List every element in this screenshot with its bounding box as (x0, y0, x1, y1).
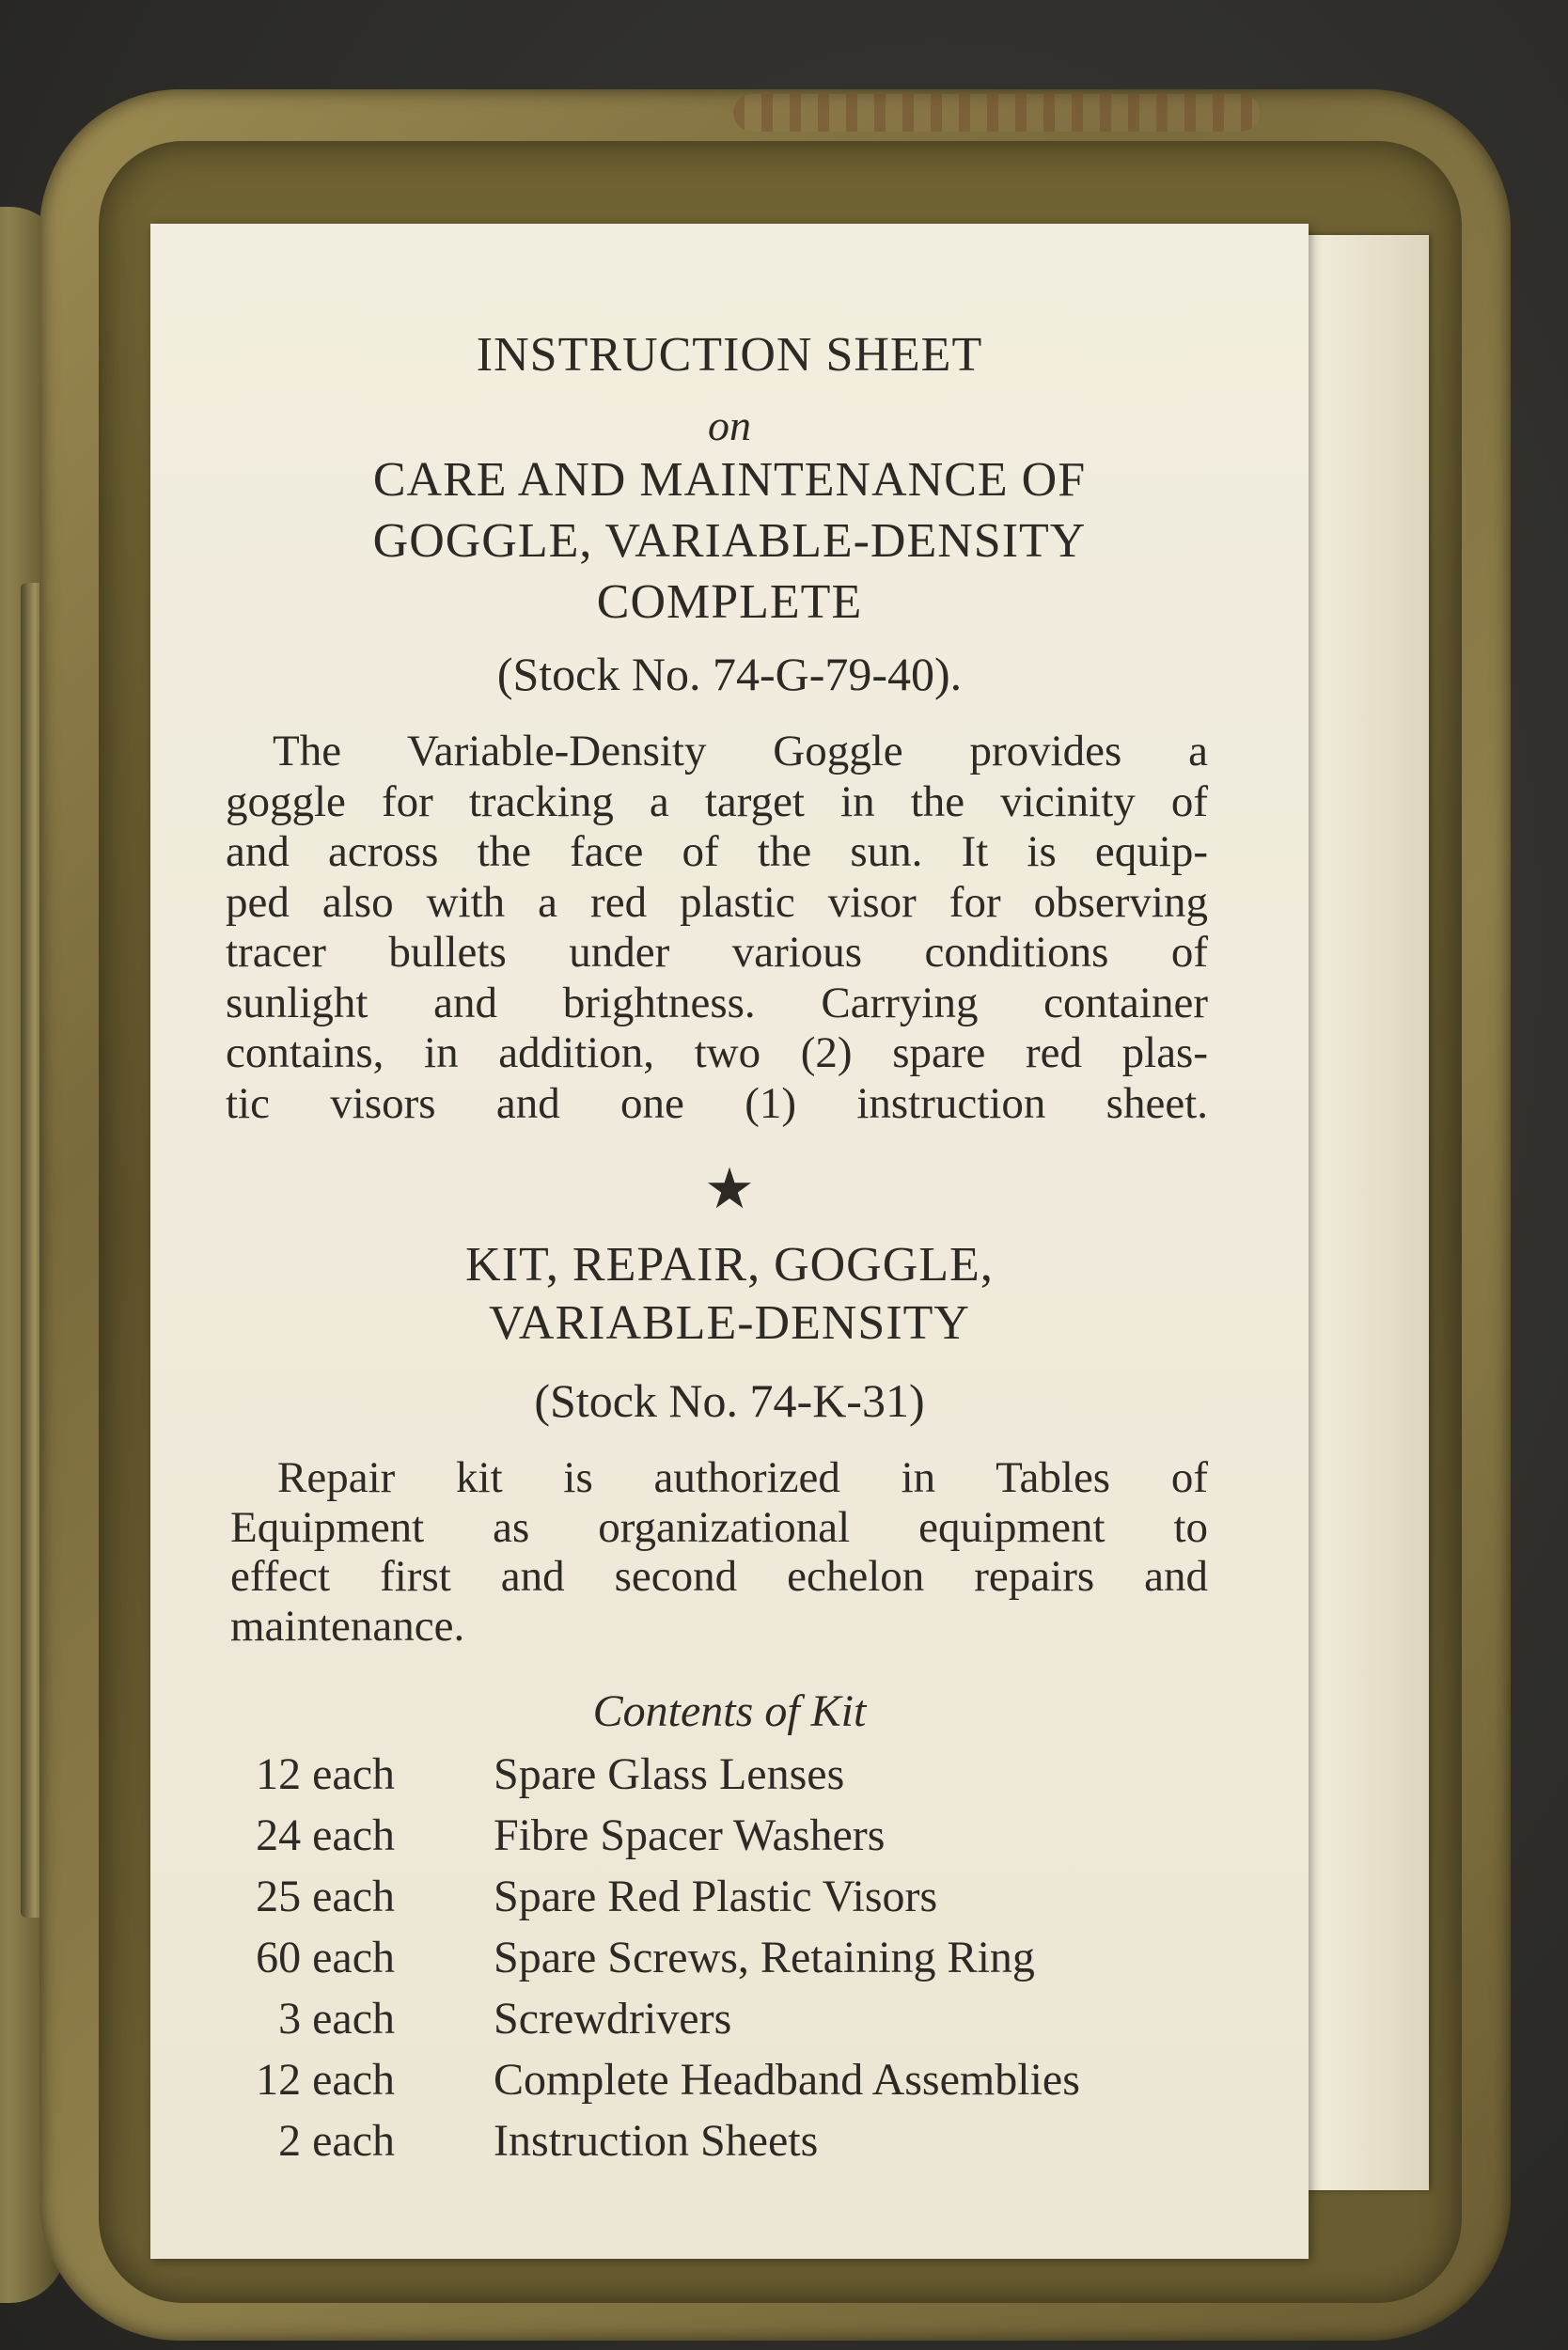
intro-line: sunlight and brightness. Carrying container (226, 978, 1208, 1027)
kit-title-line: VARIABLE-DENSITY (489, 1296, 970, 1350)
intro-line: The Variable-Density Goggle provides a (273, 727, 1208, 776)
intro-line: tracer bullets under various conditions of (226, 928, 1208, 977)
kit-description (230, 1453, 1208, 1651)
contents-item: Spare Red Plastic Visors (494, 1872, 938, 1921)
contents-row (150, 2054, 1309, 2110)
goggle-stock-number: (Stock No. 74-G-79-40). (496, 648, 963, 700)
star-divider: ★ (704, 1158, 755, 1220)
contents-row (150, 1932, 1309, 1988)
contents-item: Complete Headband Assemblies (494, 2055, 1080, 2105)
intro-line: goggle for tracking a target in the vicinity of (226, 776, 1208, 826)
contents-qty: 60 each (256, 1933, 395, 1982)
contents-row (150, 1871, 1309, 1927)
instruction-sheet (150, 224, 1309, 2259)
subtitle-line: COMPLETE (596, 575, 863, 629)
kit-description-line: effect first and second echelon repairs and (230, 1552, 1208, 1601)
kit-description-line: Equipment as organizational equipment to (230, 1502, 1208, 1552)
intro-line: tic visors and one (1) instruction sheet. (226, 1078, 1208, 1128)
intro-line: ped also with a red plastic visor for observing (226, 877, 1208, 927)
contents-item: Screwdrivers (494, 1994, 732, 2044)
contents-item: Spare Screws, Retaining Ring (494, 1933, 1035, 1982)
contents-row (150, 1810, 1309, 1866)
contents-qty: 12 each (256, 2055, 395, 2105)
contents-qty: 12 each (256, 1749, 395, 1799)
subtitle-line: GOGGLE, VARIABLE-DENSITY (372, 514, 1087, 568)
contents-qty: 2 each (278, 2116, 395, 2166)
subtitle-line: CARE AND MAINTENANCE OF (372, 453, 1087, 507)
kit-stock-number: (Stock No. 74-K-31) (534, 1374, 925, 1427)
contents-qty: 3 each (278, 1994, 395, 2044)
contents-row (150, 1993, 1309, 2049)
sheet-on: on (708, 401, 751, 449)
contents-item: Fibre Spacer Washers (494, 1810, 886, 1860)
kit-description-line: Repair kit is authorized in Tables of (277, 1453, 1208, 1502)
contents-row (150, 2115, 1309, 2171)
intro-paragraph (226, 727, 1208, 1129)
contents-item: Spare Glass Lenses (494, 1749, 845, 1799)
contents-qty: 24 each (256, 1810, 395, 1860)
intro-line: contains, in addition, two (2) spare red plas- (226, 1028, 1208, 1077)
contents-heading: Contents of Kit (592, 1686, 867, 1736)
contents-qty: 25 each (256, 1872, 395, 1921)
kit-description-line: maintenance. (230, 1601, 465, 1651)
kit-title-line: KIT, REPAIR, GOGGLE, (465, 1238, 994, 1292)
rust-patch (733, 94, 1260, 132)
sheet-title: INSTRUCTION SHEET (476, 328, 983, 382)
intro-line: and across the face of the sun. It is equip- (226, 827, 1208, 876)
contents-item: Instruction Sheets (494, 2116, 819, 2166)
contents-row (150, 1748, 1309, 1805)
